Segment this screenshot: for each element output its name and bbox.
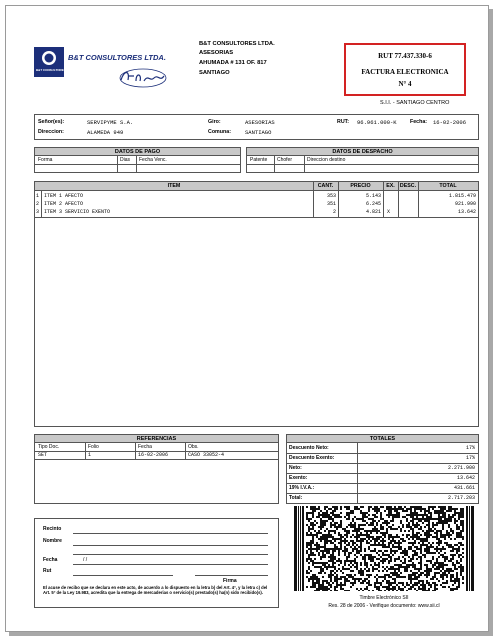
- dispatch-header-chofer: Chofer: [277, 157, 293, 163]
- dispatch-title: DATOS DE DESPACHO: [247, 148, 478, 156]
- senores-value: SERVIPYME S.A.: [87, 119, 134, 126]
- row-item: ITEM 3 SERVICIO EXENTO: [44, 209, 111, 215]
- receipt-nombre-line[interactable]: [73, 545, 268, 546]
- invoice-rut: RUT 77.437.330-6: [378, 52, 432, 60]
- references-header-tipo: Tipo Doc.: [38, 444, 60, 450]
- stamp-resolution: Res. 28 de 2006 - Verifique documento: www.sii.cl: [328, 603, 440, 609]
- items-header-cant: CANT.: [317, 183, 334, 189]
- items-header-ex: EX.: [386, 183, 395, 189]
- row-ex: X: [387, 209, 391, 215]
- references-header-fecha: Fecha: [138, 444, 152, 450]
- total-label-neto: Neto:: [289, 465, 302, 471]
- totals-title: TOTALES: [287, 435, 478, 443]
- giro-label: Giro:: [208, 119, 221, 125]
- company-name: B&T CONSULTORES LTDA.: [199, 41, 275, 47]
- receipt-box: [34, 518, 279, 608]
- total-value-neto: 2.271.900: [447, 465, 475, 471]
- row-cant: 351: [326, 201, 336, 207]
- row-precio: 5.143: [365, 193, 381, 199]
- row-total: 1.815.479: [448, 193, 476, 199]
- total-value-iva: 431.661: [453, 485, 475, 491]
- items-header-total: TOTAL: [439, 183, 457, 189]
- items-header-precio: PRECIO: [350, 183, 371, 189]
- stamp-label: Timbre Electrónico SII: [359, 595, 409, 601]
- row-total: 13.642: [457, 209, 476, 215]
- ref-tipo: SET: [38, 452, 48, 458]
- references-header-obs: Obs.: [188, 444, 199, 450]
- references-header-folio: Folio: [88, 444, 99, 450]
- references-box: [34, 434, 279, 504]
- total-value-exento: 13.642: [456, 475, 475, 481]
- direccion-value: ALAMEDA 949: [87, 129, 124, 136]
- rut-label: RUT:: [337, 119, 350, 125]
- payment-header-fecha-venc: Fecha Venc.: [139, 157, 167, 163]
- row-cant: 353: [326, 193, 336, 199]
- items-header-desc: DESC.: [399, 183, 417, 189]
- receipt-nombre-label: Nombre: [43, 538, 62, 544]
- customer-box: [34, 114, 479, 140]
- receipt-fecha-label: Fecha: [43, 557, 58, 563]
- total-value-total: 2.717.203: [447, 495, 475, 501]
- total-value-desc-exento: 17%: [465, 455, 475, 461]
- senores-label: Señor(es):: [38, 119, 65, 125]
- receipt-recinto-label: Recinto: [43, 526, 62, 532]
- company-city: SANTIAGO: [199, 70, 230, 76]
- electronic-stamp-barcode: [294, 506, 474, 591]
- dispatch-box: [246, 147, 479, 173]
- receipt-firma-line[interactable]: [195, 575, 268, 576]
- row-precio: 6.245: [365, 201, 381, 207]
- receipt-fecha-line[interactable]: [73, 564, 268, 565]
- fecha-value: 16-02-2006: [433, 119, 467, 126]
- receipt-rut-line[interactable]: [73, 575, 173, 576]
- payment-header-forma: Forma: [38, 157, 53, 163]
- receipt-rut-label: Rut: [43, 568, 52, 574]
- receipt-fecha-slashes: / /: [83, 557, 88, 563]
- total-label-iva: 19% I.V.A.:: [289, 485, 315, 491]
- total-value-desc-neto: 17%: [465, 445, 475, 451]
- row-cant: 2: [332, 209, 336, 215]
- giro-value: ASESORIAS: [245, 119, 275, 126]
- references-title: REFERENCIAS: [35, 435, 278, 443]
- company-giro: ASESORIAS: [199, 50, 234, 56]
- company-address: AHUMADA # 131 OF. 817: [199, 60, 267, 66]
- logo-brand-name: B&T CONSULTORES LTDA.: [68, 53, 166, 62]
- row-item: ITEM 1 AFECTO: [44, 193, 84, 199]
- row-item: ITEM 2 AFECTO: [44, 201, 84, 207]
- total-label-exento: Exento:: [289, 475, 308, 481]
- totals-box: [286, 434, 479, 504]
- receipt-firma-label: Firma: [223, 578, 237, 584]
- items-header-item: ITEM: [167, 183, 181, 189]
- dispatch-header-patente: Patente: [250, 157, 268, 163]
- invoice-doc-type: FACTURA ELECTRONICA: [361, 68, 449, 76]
- ref-fecha: 16-02-2006: [138, 452, 169, 458]
- sii-office: S.I.I. - SANTIAGO CENTRO: [380, 100, 450, 106]
- comuna-label: Comuna:: [208, 129, 231, 135]
- row-precio: 4.821: [365, 209, 381, 215]
- receipt-recinto-line[interactable]: [73, 533, 268, 534]
- logo-subtext: B&T CONSULTORES: [36, 68, 66, 72]
- invoice-id-box: [344, 43, 466, 96]
- total-label-desc-neto: Descuento Neto:: [289, 445, 329, 451]
- ref-obs: CASO 33052-4: [188, 452, 225, 458]
- dispatch-header-direccion: Direccion destino: [307, 157, 346, 163]
- company-signature: [118, 66, 168, 88]
- row-number: 1: [36, 193, 40, 199]
- items-table: [34, 181, 479, 427]
- ref-folio: 1: [88, 452, 92, 458]
- invoice-number: N° 4: [398, 80, 412, 88]
- rut-value: 96.961.000-K: [357, 119, 397, 126]
- company-logo: [34, 47, 64, 77]
- payment-title: DATOS DE PAGO: [35, 148, 240, 156]
- payment-box: [34, 147, 241, 173]
- receipt-legal-text: El acuse de recibo que se declara en este acto, de acuerdo a lo dispuesto en la letra b) del Art. 4°, y la letra c) del Art. 5° de la Ley 19.983, acredita que la entrega de mercaderias o servicio(s) prestado(s) ha(n) sido recibido(s).: [43, 585, 268, 595]
- row-total: 921.990: [454, 201, 476, 207]
- row-number: 3: [36, 209, 40, 215]
- payment-header-dias: Dias: [120, 157, 131, 163]
- invoice-page: [5, 5, 489, 632]
- total-label-desc-exento: Descuento Exento:: [289, 455, 335, 461]
- total-label-total: Total:: [289, 495, 303, 501]
- fecha-label: Fecha:: [410, 119, 428, 125]
- direccion-label: Direccion:: [38, 129, 64, 135]
- row-number: 2: [36, 201, 40, 207]
- comuna-value: SANTIAGO: [245, 129, 272, 136]
